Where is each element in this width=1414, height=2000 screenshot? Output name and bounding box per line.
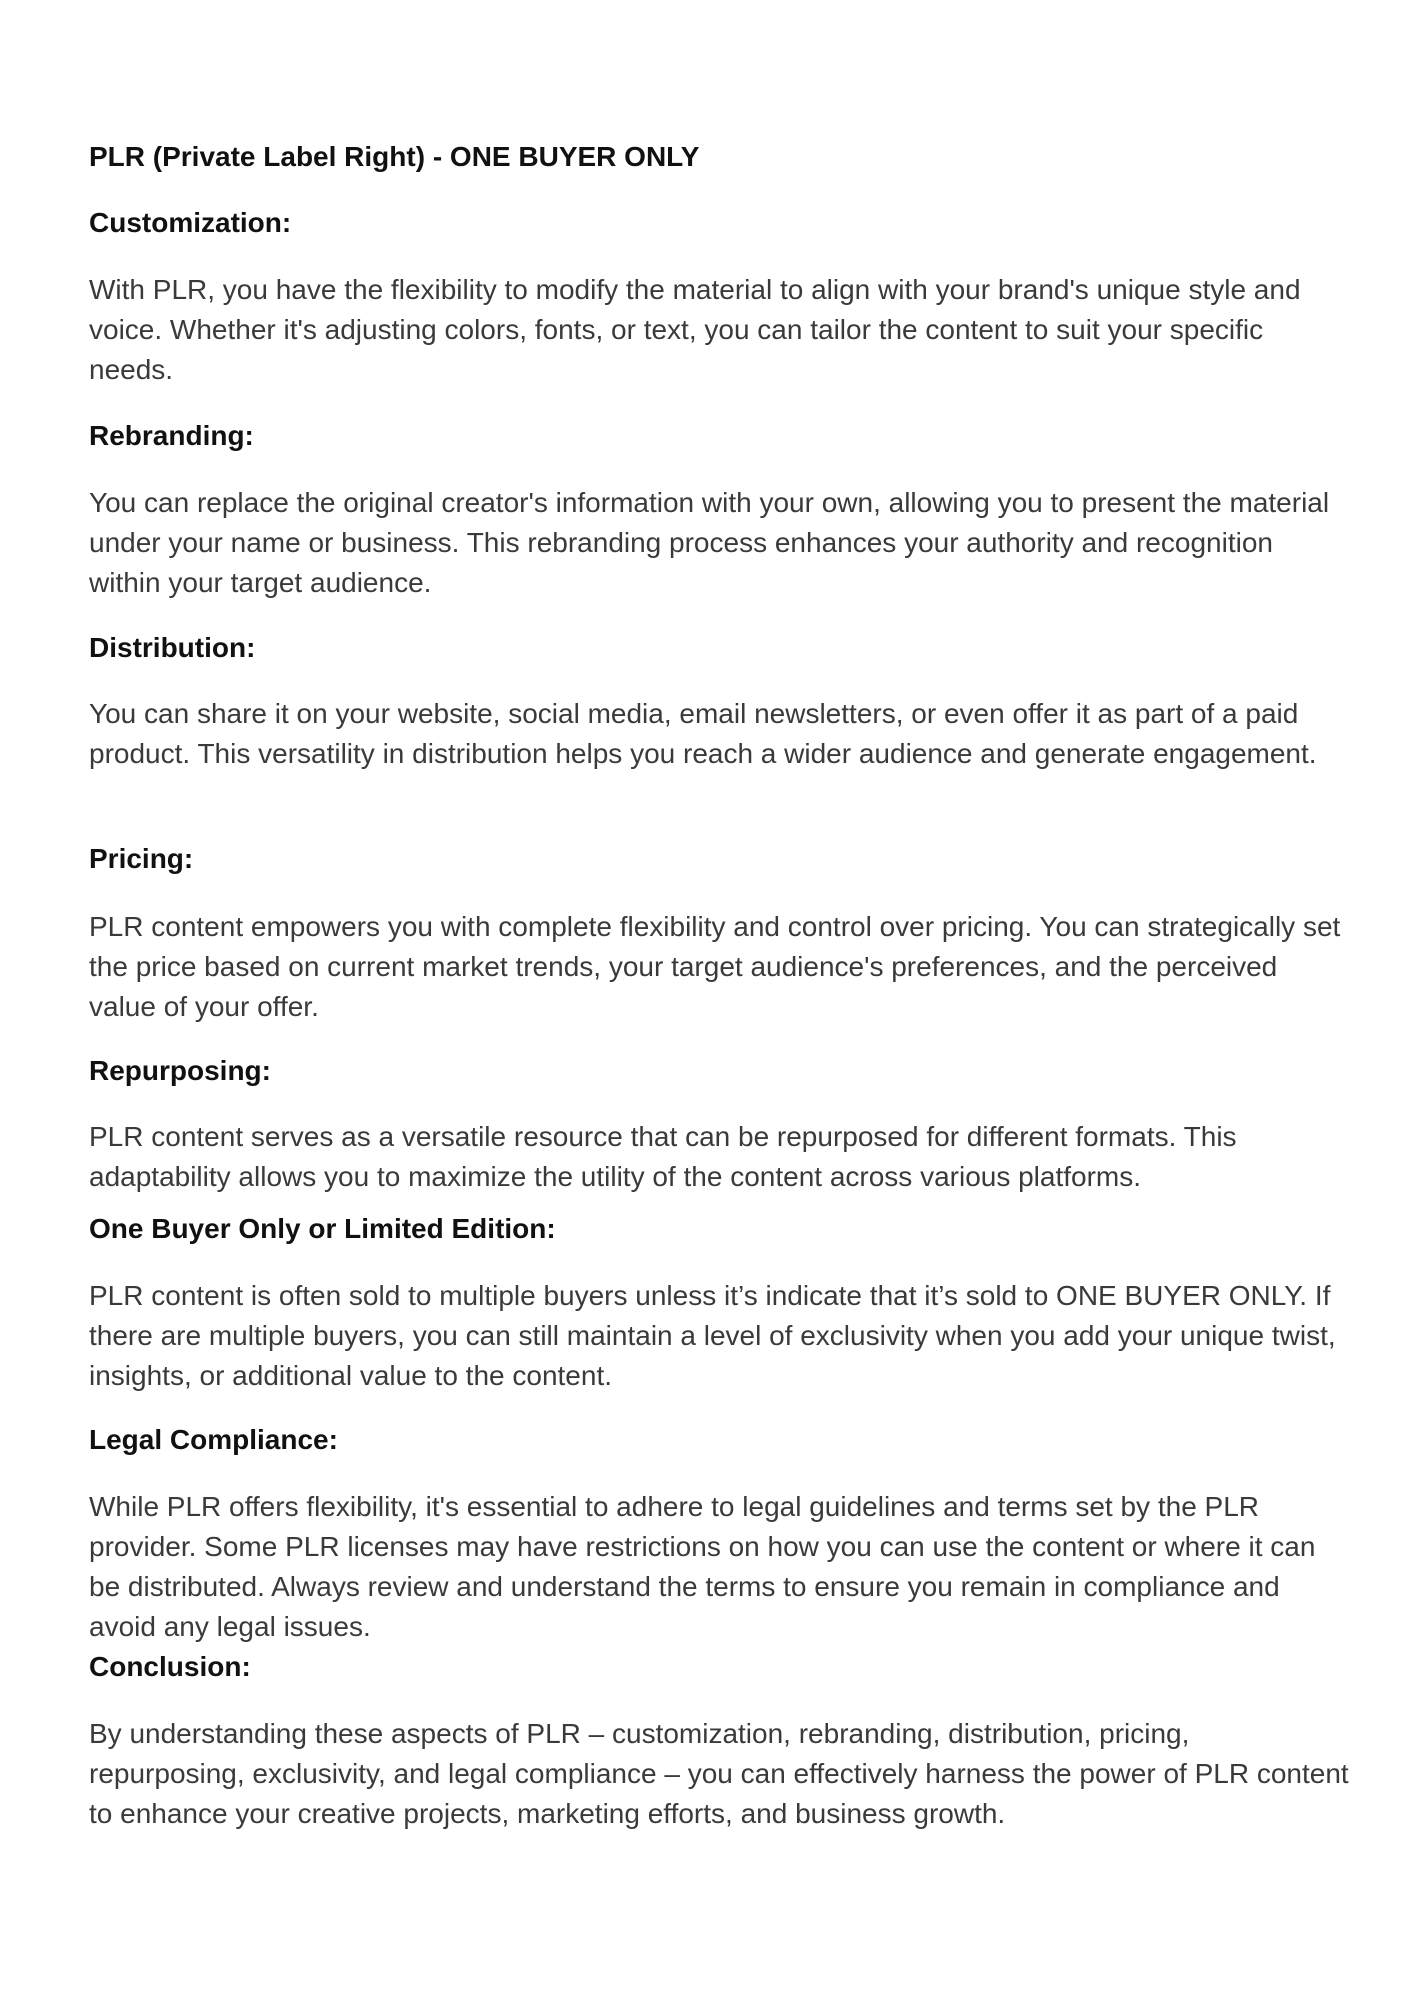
section-body-pricing: PLR content empowers you with complete flexibility and control over pricing. You can strategically set the price based on current market trends, your target audience's preferences, and the perceived value of your offer.: [89, 911, 1341, 1022]
section-heading-one-buyer-only: One Buyer Only or Limited Edition:: [89, 1213, 556, 1244]
section-body-conclusion: By understanding these aspects of PLR – customization, rebranding, distribution, pricing, repurposing, exclusivity, and legal compliance – you can effectively harness the power of PLR content to enhance your creative projects, marketing efforts, and business growth.: [89, 1718, 1349, 1829]
section-heading-repurposing: Repurposing:: [89, 1055, 271, 1086]
section-body-customization: With PLR, you have the flexibility to modify the material to align with your brand's unique style and voice. Whether it's adjusting colors, fonts, or text, you can tailor the content to suit your specific needs.: [89, 274, 1301, 385]
section-body-distribution: You can share it on your website, social media, email newsletters, or even offer it as part of a paid product. This versatility in distribution helps you reach a wider audience and generate engagement.: [89, 698, 1317, 769]
section-body-rebranding: You can replace the original creator's information with your own, allowing you to present the material under your name or business. This rebranding process enhances your authority and recognition within your target audience.: [89, 487, 1330, 598]
section-body-legal-compliance: While PLR offers flexibility, it's essential to adhere to legal guidelines and terms set by the PLR provider. Some PLR licenses may have restrictions on how you can use the content or where it can be distributed. Always review and understand the terms to ensure you remain in compliance and avoid any legal issues.: [89, 1491, 1316, 1642]
section-body-repurposing: PLR content serves as a versatile resource that can be repurposed for different formats. This adaptability allows you to maximize the utility of the content across various platforms.: [89, 1121, 1237, 1192]
section-body-one-buyer-only: PLR content is often sold to multiple buyers unless it’s indicate that it’s sold to ONE BUYER ONLY. If there are multiple buyers, you can still maintain a level of exclusivity when you add your unique twist, insights, or additional value to the content.: [89, 1280, 1336, 1391]
section-heading-pricing: Pricing:: [89, 843, 194, 874]
section-heading-customization: Customization:: [89, 207, 292, 238]
section-heading-rebranding: Rebranding:: [89, 420, 254, 451]
document-title: PLR (Private Label Right) - ONE BUYER ONLY: [89, 141, 700, 172]
section-heading-legal-compliance: Legal Compliance:: [89, 1424, 338, 1455]
section-heading-conclusion: Conclusion:: [89, 1651, 251, 1682]
section-heading-distribution: Distribution:: [89, 632, 256, 663]
